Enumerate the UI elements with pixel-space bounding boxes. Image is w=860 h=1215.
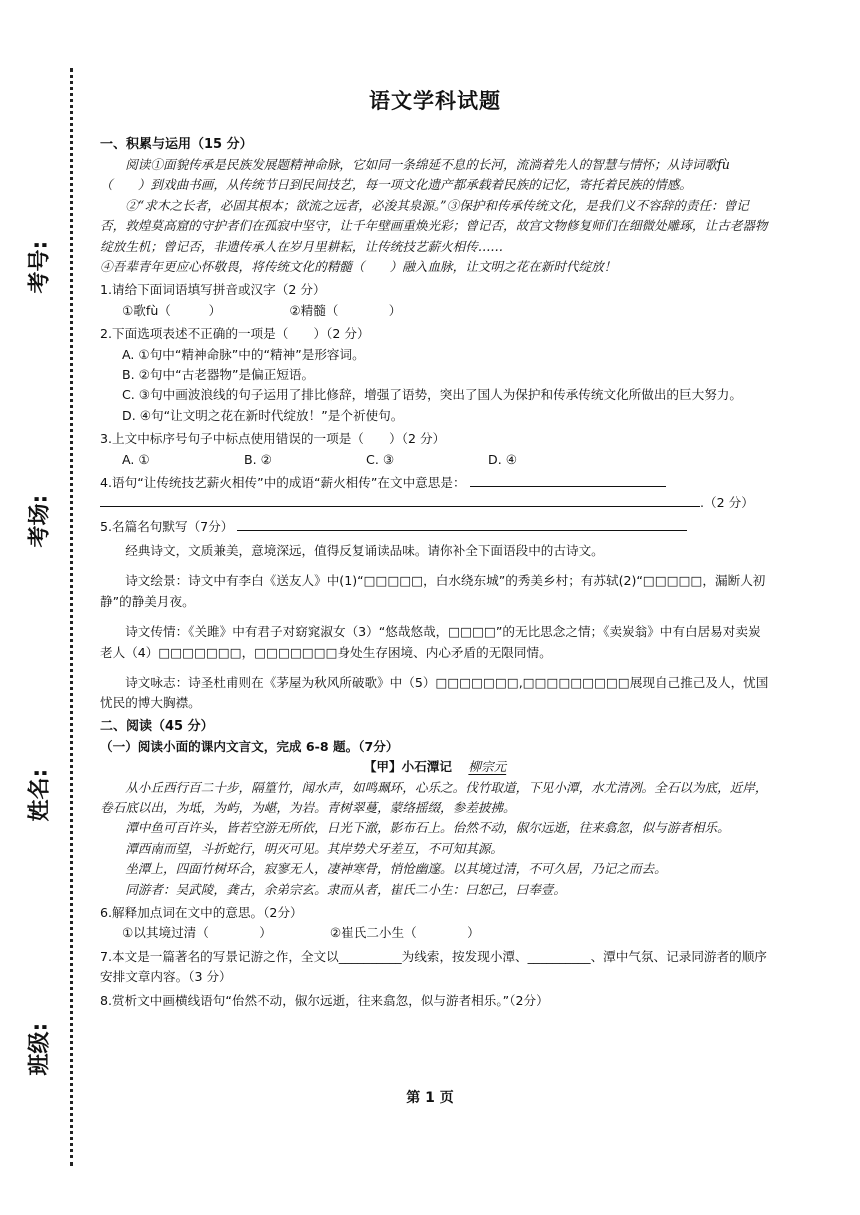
question-2-stem: 2.下面选项表述不正确的一项是（ ）（2 分） <box>100 326 370 342</box>
classical-text-para-4: 坐潭上，四面竹树环合，寂寥无人，凄神寒骨，悄怆幽邃。以其境过清，不可久居，乃记之而去。 <box>125 861 667 877</box>
question-4-answer-line-2[interactable] <box>100 506 700 507</box>
exam-page <box>100 84 770 1011</box>
question-1-items <box>100 301 770 321</box>
question-6-items <box>100 923 770 943</box>
question-5-body <box>100 541 770 714</box>
question-1-stem: 1.请给下面词语填写拼音或汉字（2 分） <box>100 282 326 298</box>
question-5-emotion: 诗文传情：《关雎》中有君子对窈窕淑女（3）“悠哉悠哉，□□□□”的无比思念之情；《卖炭翁》中有白居易对卖炭老人（4）□□□□□□□，□□□□□□□身处生存困境、内心矛盾的无限同情。 <box>100 624 761 660</box>
question-4-answer-line-1[interactable] <box>470 486 666 487</box>
student-name-label: 姓名: <box>27 768 53 822</box>
classical-text-title-row <box>100 757 770 777</box>
question-5-aspiration: 诗文咏志：诗圣杜甫则在《茅屋为秋风所破歌》中（5）□□□□□□□,□□□□□□□□□展现自己推己及人，忧国忧民的博大胸襟。 <box>100 675 769 711</box>
exam-number-label: 考号: <box>27 240 53 294</box>
question-5-stem-row <box>100 517 770 537</box>
question-6-item-b: ②崔氏二小生（ ） <box>329 925 480 941</box>
classical-text-para-5: 同游者：吴武陵，龚古，余弟宗玄。隶而从者，崔氏二小生：曰恕己，曰奉壹。 <box>125 881 566 897</box>
question-3-options <box>100 450 770 470</box>
section-1-heading: 一、积累与运用（15 分） <box>100 137 253 153</box>
binding-margin <box>0 0 95 1215</box>
question-4-text: 4.语句“让传统技艺薪火相传”中的成语“薪火相传”在文中意思是： <box>100 474 466 490</box>
question-5-intro: 经典诗文，文质兼美，意境深远，值得反复诵读品味。请你补全下面语段中的古诗文。 <box>125 543 604 559</box>
question-3-option-b: B. ② <box>244 451 272 467</box>
classical-text-para-3: 潭西南而望，斗折蛇行，明灭可见。其岸势犬牙差互，不可知其源。 <box>125 840 503 856</box>
question-3-option-c: C. ③ <box>366 451 395 467</box>
binding-dotted-line <box>70 68 73 1166</box>
page-number: 第 1 页 <box>406 1090 454 1106</box>
passage-paragraph-2: ②“求木之长者，必固其根本；欲流之远者，必浚其泉源。”③保护和传承传统文化，是我们义不容辞的责任：曾记否，敦煌莫高窟的守护者们在孤寂中坚守，让千年壁画重焕光彩；曾记否，故宫文物修复师们在细微处雕琢，让古老器物绽放生机；曾记否，非遗传承人在岁月里耕耘，让传统技艺薪火相传…… <box>100 197 768 254</box>
question-5-answer-line[interactable] <box>237 530 687 531</box>
classical-text-para-1: 从小丘西行百二十步，隔篁竹，闻水声，如鸣珮环，心乐之。伐竹取道，下见小潭，水尤清冽。全石以为底，近岸，卷石底以出，为坻，为屿，为嵁，为岩。青树翠蔓，蒙络摇缀，参差披拂。 <box>100 779 768 816</box>
section-2-heading: 二、阅读（45 分） <box>100 718 214 734</box>
section-2-subheading: （一）阅读小面的课内文言文，完成 6-8 题。（7分） <box>100 738 399 754</box>
question-4-stem <box>100 473 770 493</box>
passage-paragraph-3: ④吾辈青年更应心怀敬畏，将传统文化的精髓（ ）融入血脉，让文明之花在新时代绽放！ <box>100 259 617 275</box>
question-3-stem: 3.上文中标序号句子中标点使用错误的一项是（ ）（2 分） <box>100 431 446 447</box>
classical-text-author: 柳宗元 <box>468 759 507 775</box>
question-3-option-a: A. ① <box>122 451 150 467</box>
question-7: 7.本文是一篇著名的写景记游之作，全文以__________为线索，按发现小潭、__________、潭中气氛、记录同游者的顺序安排文章内容。（3 分） <box>100 948 767 985</box>
question-6-stem: 6.解释加点词在文中的意思。（2分） <box>100 905 303 920</box>
question-4-answer-row <box>100 493 770 513</box>
question-2-option-b: B. ②句中“古老器物”是偏正短语。 <box>122 366 315 382</box>
question-6-item-a: ①以其境过清（ ） <box>122 925 272 941</box>
question-2-option-d: D. ④句“让文明之花在新时代绽放！”是个祈使句。 <box>122 407 404 423</box>
question-1-item-b: ②精髓（ ） <box>289 302 402 318</box>
question-8: 8.赏析文中画横线语句“佁然不动，俶尔远逝，往来翕忽，似与游者相乐。”（2分） <box>100 992 549 1008</box>
exam-room-label: 考场: <box>27 494 53 548</box>
question-1-item-a: ①歌fù（ ） <box>122 302 222 318</box>
question-2-option-a: A. ①句中“精神命脉”中的“精神”是形容词。 <box>122 346 365 362</box>
classical-text-para-2: 潭中鱼可百许头，皆若空游无所依，日光下澈，影布石上。佁然不动，俶尔远逝，往来翕忽，似与游者相乐。 <box>125 820 730 836</box>
question-4-score: .（2 分） <box>700 495 754 511</box>
question-3-option-d: D. ④ <box>488 451 518 467</box>
passage-paragraph-1: 阅读①面貌传承是民族发展题精神命脉，它如同一条绵延不息的长河，流淌着先人的智慧与情怀；从诗词歌fù（ ）到戏曲书画，从传统节日到民间技艺，每一项文化遗产都承载着民族的记忆，寄托着民族的情感。 <box>100 157 730 193</box>
classical-text-title: 【甲】小石潭记 <box>363 759 452 775</box>
question-5-scenery: 诗文绘景：诗文中有李白《送友人》中(1)“□□□□□，白水绕东城”的秀美乡村；有苏轼(2)“□□□□□，漏断人初静”的静美月夜。 <box>100 573 766 609</box>
page-title: 语文学科试题 <box>369 89 501 113</box>
question-2-option-c: C. ③句中画波浪线的句子运用了排比修辞，增强了语势，突出了国人为保护和传承传统文化所做出的巨大努力。 <box>122 387 742 403</box>
question-5-stem: 5.名篇名句默写（7分） <box>100 518 234 534</box>
class-label: 班级: <box>27 1022 53 1076</box>
